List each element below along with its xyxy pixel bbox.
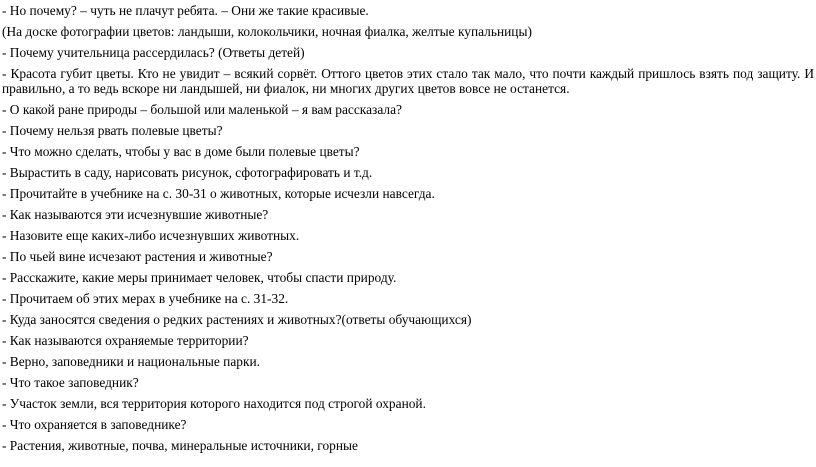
text-line: - Что такое заповедник? — [2, 375, 139, 390]
text-line: (На доске фотографии цветов: ландыши, колокольчики, ночная фиалка, желтые купальницы) — [2, 24, 532, 39]
text-line: - Прочитаем об этих мерах в учебнике на с. 31-32. — [2, 291, 289, 306]
text-line: - Вырастить в саду, нарисовать рисунок, сфотографировать и т.д. — [2, 165, 373, 180]
text-line: - Но почему? – чуть не плачут ребята. – Они же такие красивые. — [2, 3, 369, 18]
text-line: - Участок земли, вся территория которого находится под строгой охраной. — [2, 396, 426, 411]
text-line: - Почему учительница рассердилась? (Ответы детей) — [2, 45, 305, 60]
text-line: - По чьей вине исчезают растения и животные? — [2, 249, 273, 264]
text-line: - Что охраняется в заповеднике? — [2, 417, 187, 432]
text-line: - Прочитайте в учебнике на с. 30-31 о животных, которые исчезли навсегда. — [2, 186, 435, 201]
text-line: - Растения, животные, почва, минеральные источники, горные — [2, 438, 358, 453]
text-line: - Как называются эти исчезнувшие животные? — [2, 207, 269, 222]
text-line: - Расскажите, какие меры принимает человек, чтобы спасти природу. — [2, 270, 397, 285]
text-paragraph: - Красота губит цветы. Кто не увидит – всякий сорвёт. Оттого цветов этих стало так мало, что почти каждый пришлось взять под защиту. И правильно, а то ведь вскоре ни ландышей, ни фиалок, ни многих других цветов вовсе не останется. — [2, 66, 814, 96]
text-line: - Назовите еще каких-либо исчезнувших животных. — [2, 228, 300, 243]
text-line: - Почему нельзя рвать полевые цветы? — [2, 123, 223, 138]
text-line: - Как называются охраняемые территории? — [2, 333, 249, 348]
text-line: - Что можно сделать, чтобы у вас в доме были полевые цветы? — [2, 144, 360, 159]
text-line: - Куда заносятся сведения о редких растениях и животных?(ответы обучающихся) — [2, 312, 472, 327]
text-line: - О какой ране природы – большой или маленькой – я вам рассказала? — [2, 102, 402, 117]
text-line: - Верно, заповедники и национальные парки. — [2, 354, 260, 369]
